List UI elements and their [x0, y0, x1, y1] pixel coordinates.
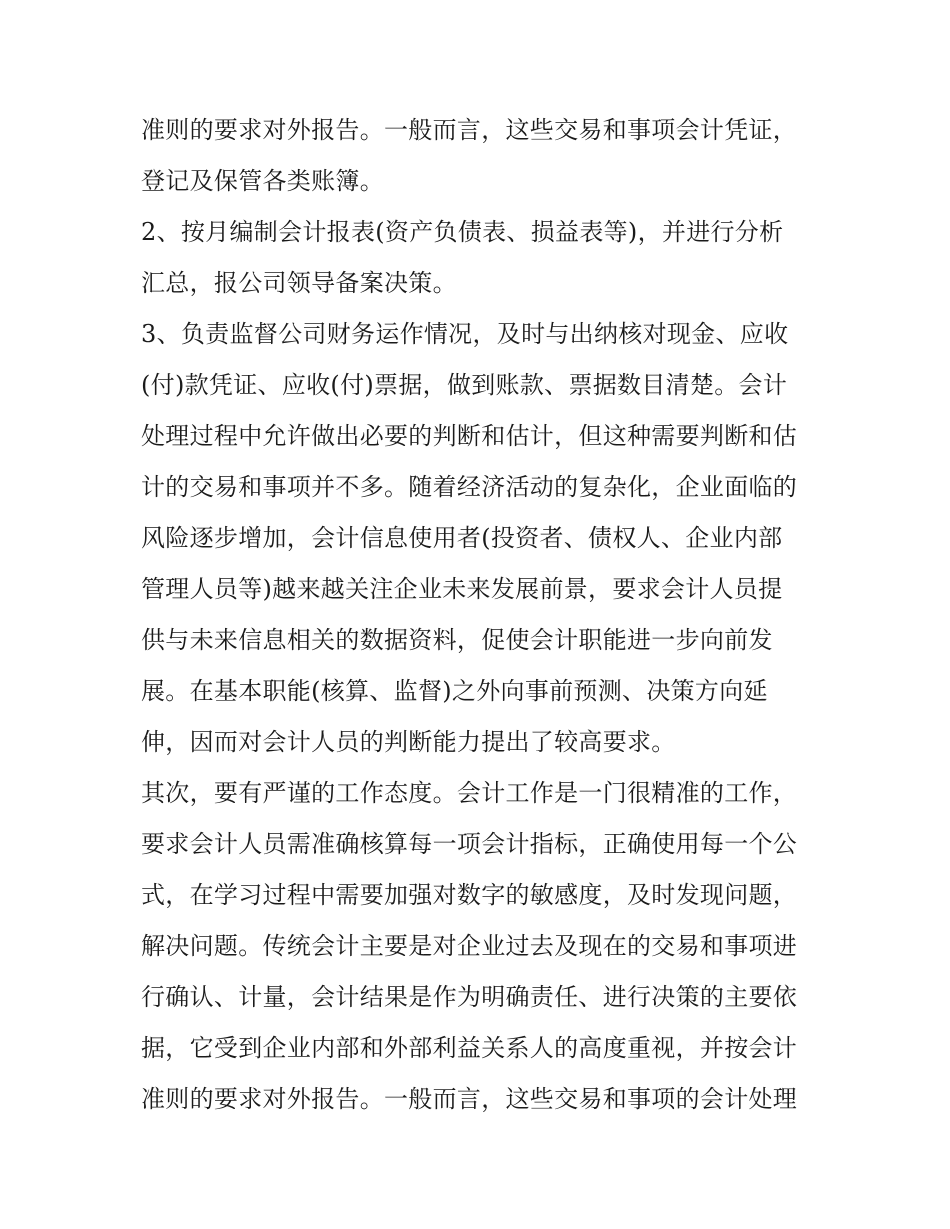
document-body	[141, 105, 821, 1125]
text-line: 式，在学习过程中需要加强对数字的敏感度，及时发现问题，	[141, 881, 798, 909]
text-line: 准则的要求对外报告。一般而言，这些交易和事项的会计处理	[141, 1085, 798, 1113]
text-line: 据，它受到企业内部和外部利益关系人的高度重视，并按会计	[141, 1034, 798, 1062]
text-line: 伸，因而对会计人员的判断能力提出了较高要求。	[141, 728, 676, 756]
text-line: 行确认、计量，会计结果是作为明确责任、进行决策的主要依	[141, 983, 798, 1011]
text-line: 解决问题。传统会计主要是对企业过去及现在的交易和事项进	[141, 932, 798, 960]
text-line: 3、负责监督公司财务运作情况，及时与出纳核对现金、应收	[141, 320, 789, 348]
text-line: 2、按月编制会计报表(资产负债表、损益表等)，并进行分析	[141, 218, 784, 246]
text-line: 登记及保管各类账簿。	[141, 167, 384, 195]
text-line: 供与未来信息相关的数据资料，促使会计职能进一步向前发	[141, 626, 773, 654]
text-line: 计的交易和事项并不多。随着经济活动的复杂化，企业面临的	[141, 473, 798, 501]
text-line: 准则的要求对外报告。一般而言，这些交易和事项会计凭证，	[141, 116, 798, 144]
text-line: (付)款凭证、应收(付)票据，做到账款、票据数目清楚。会计	[141, 371, 788, 399]
text-line: 风险逐步增加，会计信息使用者(投资者、债权人、企业内部	[141, 524, 783, 552]
text-line: 其次，要有严谨的工作态度。会计工作是一门很精准的工作，	[141, 779, 798, 807]
text-line: 处理过程中允许做出必要的判断和估计，但这种需要判断和估	[141, 422, 798, 450]
text-line: 管理人员等)越来越关注企业未来发展前景，要求会计人员提	[141, 575, 783, 603]
text-line: 展。在基本职能(核算、监督)之外向事前预测、决策方向延	[141, 677, 768, 705]
text-line: 汇总，报公司领导备案决策。	[141, 269, 457, 297]
text-line: 要求会计人员需准确核算每一项会计指标，正确使用每一个公	[141, 830, 798, 858]
